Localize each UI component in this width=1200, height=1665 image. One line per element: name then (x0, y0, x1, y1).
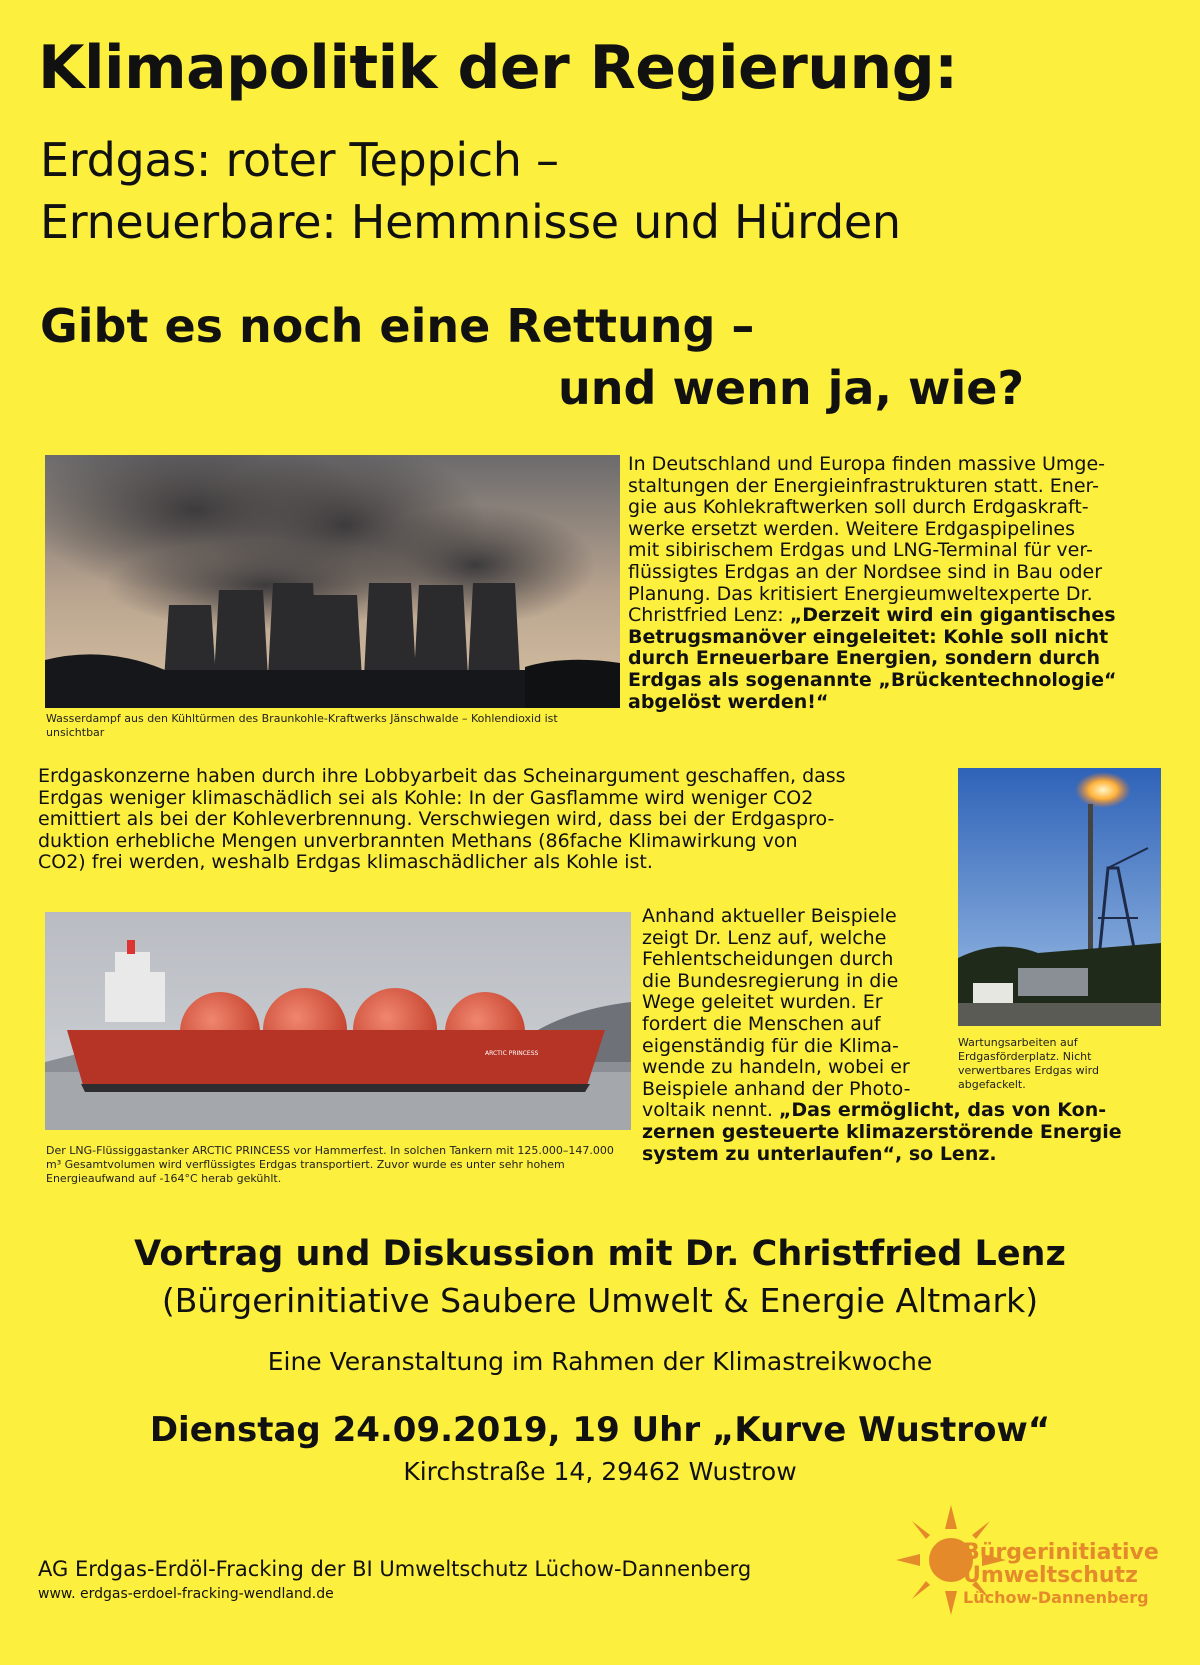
text-fragment: voltaik nennt. (642, 1099, 779, 1122)
text-line: werke ersetzt werden. Weitere Erdgaspipelines (628, 517, 1076, 540)
power-plant-caption: Wasserdampf aus den Kühltürmen des Braunkohle-Kraftwerks Jänschwalde – Kohlendioxid ist unsichtbar (46, 712, 558, 739)
power-plant-photo (45, 455, 620, 708)
text-line: gie aus Kohlekraftwerken soll durch Erdgaskraft- (628, 496, 1089, 519)
text-line: emittiert als bei der Kohleverbrennung. Verschwiegen wird, dass bei der Erdgaspro- (38, 808, 835, 831)
subtitle-line-1: Erdgas: roter Teppich – (40, 133, 559, 187)
event-datetime: Dienstag 24.09.2019, 19 Uhr „Kurve Wustrow“ (149, 1410, 1051, 1450)
text-line: die Bundesregierung in die (642, 969, 899, 992)
event-organizer: (Bürgerinitiative Saubere Umwelt & Energie Altmark) (161, 1281, 1039, 1320)
quote-line: durch Erneuerbare Energien, sondern durch (628, 647, 1101, 670)
quote-fragment: „Das ermöglicht, das von Kon- (778, 1099, 1107, 1122)
text-line: eigenständig für die Klima- (642, 1034, 899, 1057)
lobby-paragraph (38, 766, 938, 874)
event-address: Kirchstraße 14, 29462 Wustrow (403, 1457, 797, 1486)
text-line: fordert die Menschen auf (642, 1012, 881, 1035)
quote-fragment: system zu unterlaufen“ (642, 1142, 896, 1165)
footer-group: AG Erdgas-Erdöl-Fracking der BI Umweltschutz Lüchow-Dannenberg (38, 1557, 752, 1581)
text-line: CO2) frei werden, weshalb Erdgas klimaschädlicher als Kohle ist. (38, 851, 653, 874)
intro-paragraph (628, 454, 1168, 713)
question-line-1: Gibt es noch eine Rettung – (40, 299, 755, 353)
event-heading: Vortrag und Diskussion mit Dr. Christfried Lenz (134, 1234, 1066, 1274)
quote-line: Erdgas als sogenannte „Brückentechnologie“ (628, 668, 1117, 691)
quote-line: zernen gesteuerte klimazerstörende Energie (642, 1120, 1122, 1143)
text-line: mit sibirischem Erdgas und LNG-Terminal für ver- (628, 539, 1093, 562)
text-line: duktion erhebliche Mengen unverbrannten Methans (86fache Klimawirkung von (38, 829, 798, 852)
text-line: zeigt Dr. Lenz auf, welche (642, 926, 887, 949)
logo-line-3: Lüchow-Dannenberg (963, 1588, 1149, 1607)
text-line: Fehlentscheidungen durch (642, 948, 894, 971)
logo-line-1: Bürgerinitiative (963, 1540, 1159, 1565)
quote-line: Betrugsmanöver eingeleitet: Kohle soll nicht (628, 625, 1109, 648)
text-line (642, 1144, 1162, 1166)
lenz-paragraph (642, 906, 1162, 1165)
text-line: Erdgas weniger klimaschädlich sei als Kohle: In der Gasflamme wird weniger CO2 (38, 786, 814, 809)
text-line (642, 1100, 1162, 1122)
text-line: staltungen der Energieinfrastrukturen statt. Ener- (628, 474, 1099, 497)
text-line: Wege geleitet wurden. Er (642, 991, 883, 1014)
ship-name-label: ARCTIC PRINCESS (485, 1050, 539, 1057)
gas-flare-caption: Wartungsarbeiten auf Erdgasförderplatz. Nicht verwertbares Erdgas wird abgefackelt. (958, 1036, 1099, 1091)
poster-title: Klimapolitik der Regierung: (38, 33, 958, 103)
quote-fragment: „Derzeit wird ein gigantisches (789, 604, 1116, 627)
text-line: wende zu handeln, wobei er (642, 1056, 910, 1079)
quote-line: abgelöst werden!“ (628, 690, 829, 713)
text-line: Anhand aktueller Beispiele (642, 905, 897, 927)
lng-tanker-photo (45, 912, 631, 1130)
logo-line-2: Umweltschutz (963, 1563, 1138, 1588)
text-line: In Deutschland und Europa finden massive Umge- (628, 453, 1106, 475)
text-line: flüssigtes Erdgas an der Nordsee sind in Bau oder (628, 560, 1103, 583)
text-fragment: Christfried Lenz: (628, 604, 790, 627)
text-fragment: , so Lenz. (895, 1142, 997, 1165)
event-context: Eine Veranstaltung im Rahmen der Klimastreikwoche (267, 1347, 933, 1376)
text-line: Planung. Das kritisiert Energieumweltexperte Dr. (628, 582, 1093, 605)
text-line: Beispiele anhand der Photo- (642, 1077, 911, 1100)
subtitle-line-2: Erneuerbare: Hemmnisse und Hürden (40, 195, 901, 249)
lng-tanker-caption: Der LNG-Flüssiggastanker ARCTIC PRINCESS vor Hammerfest. In solchen Tankern mit 125.000–147.000 m³ Gesamtvolumen wird verflüssigtes Erdgas transportiert. Zuvor wurde es unter sehr hohem Energieaufwand auf -164°C herab gekühlt. (46, 1144, 614, 1185)
question-line-2: und wenn ja, wie? (558, 361, 1025, 415)
text-line (628, 605, 1168, 627)
text-line: Erdgaskonzerne haben durch ihre Lobbyarbeit das Scheinargument geschaffen, dass (38, 765, 846, 787)
footer-website[interactable]: www. erdgas-erdoel-fracking-wendland.de (38, 1586, 334, 1602)
